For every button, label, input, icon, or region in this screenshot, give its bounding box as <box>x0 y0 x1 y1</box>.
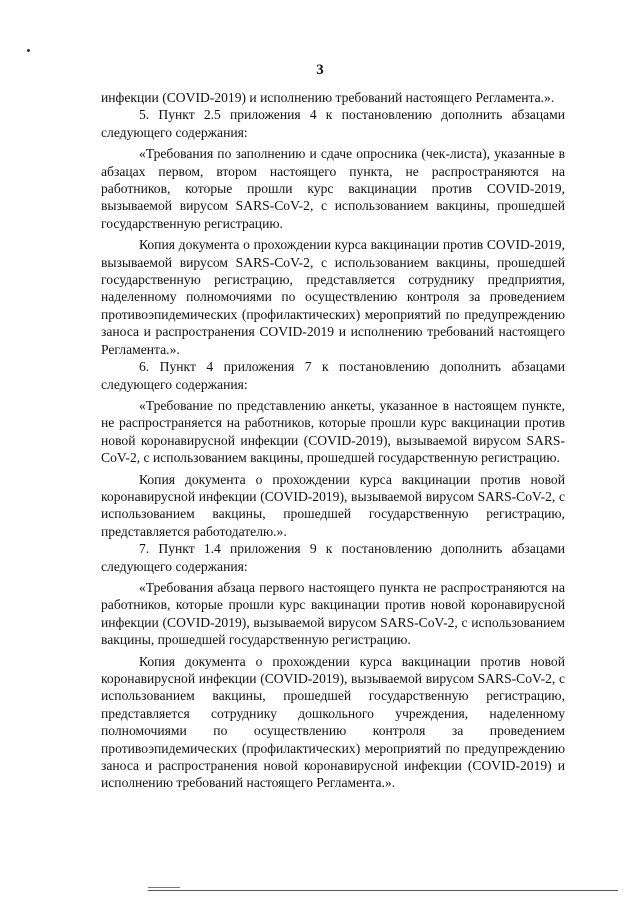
paragraph-item-5-quote-1: «Требования по заполнению и сдаче опросника (чек-листа), указанные в абзацах первом, втором настоящего пункта, не распространяются на работников, которые прошли курс вакцинации против COVID-2019, вызываемой вирусом SARS-CoV-2, с использованием вакцины, прошедшей государственную регистрацию. <box>101 146 565 231</box>
paragraph-item-6-quote-2: Копия документа о прохождении курса вакцинации против новой коронавирусной инфекции (COVID-2019), вызываемой вирусом SARS-CoV-2, с использованием вакцины, прошедшей государственную регистрацию, представляется работодателю.». <box>101 471 565 539</box>
paragraph-item-7: 7. Пункт 1.4 приложения 9 к постановлению дополнить абзацами следующего содержания: <box>101 541 565 574</box>
page-number: 3 <box>316 62 324 78</box>
paragraph-item-5: 5. Пункт 2.5 приложения 4 к постановлению дополнить абзацами следующего содержания: <box>101 107 565 140</box>
paragraph-item-6: 6. Пункт 4 приложения 7 к постановлению дополнить абзацами следующего содержания: <box>101 359 565 392</box>
paragraph-item-5-quote-2: Копия документа о прохождении курса вакцинации против COVID-2019, вызываемой вирусом SARS-CoV-2, с использованием вакцины, прошедшей государственную регистрацию, представляется сотруднику предприятия, наделенному полномочиями по осуществлению контроля за проведением противоэпидемических (профилактических) мероприятий по предупреждению заноса и распространения COVID-2019 и исполнению требований настоящего Регламента.». <box>101 237 565 357</box>
paragraph-item-7-quote-2: Копия документа о прохождении курса вакцинации против новой коронавирусной инфекции (COVID-2019), вызываемой вирусом SARS-CoV-2, с использованием вакцины, прошедшей государственную регистрацию, представляется сотруднику дошкольного учреждения, наделенному полномочиями по осуществлению контроля за проведением противоэпидемических (профилактических) мероприятий по предупреждению заноса и распространения новой коронавирусной инфекции (COVID-2019) и исполнению требований настоящего Регламента.». <box>101 653 565 791</box>
document-body <box>101 89 565 792</box>
paragraph-item-6-quote-1: «Требование по представлению анкеты, указанное в настоящем пункте, не распространяется на работников, которые прошли курс вакцинации против новой коронавирусной инфекции (COVID-2019), вызываемой вирусом SARS-CoV-2, с использованием вакцины, прошедшей государственную регистрацию. <box>101 397 565 466</box>
footer-rule <box>148 890 618 891</box>
paragraph-item-7-quote-1: «Требования абзаца первого настоящего пункта не распространяются на работников, которые прошли курс вакцинации против новой коронавирусной инфекции (COVID-2019), вызываемой вирусом SARS-CoV-2, с использованием вакцины, прошедшей государственную регистрацию. <box>101 579 565 648</box>
footer-rule-short <box>148 887 180 888</box>
paragraph-continuation: инфекции (COVID-2019) и исполнению требований настоящего Регламента.». <box>101 90 555 105</box>
scan-speck <box>27 49 30 52</box>
